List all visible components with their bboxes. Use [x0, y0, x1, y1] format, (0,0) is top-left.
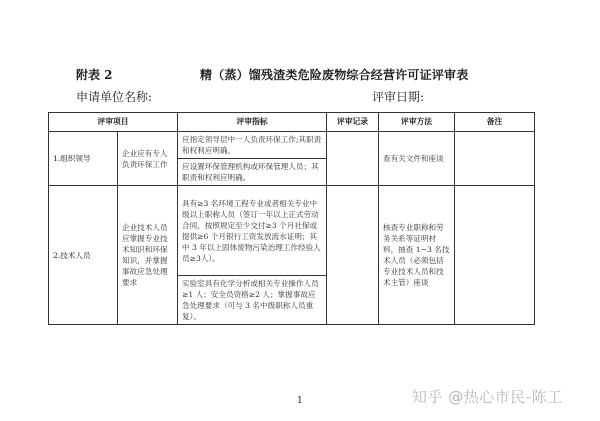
- table-header-row: [49, 113, 535, 132]
- column-header-item: 评审项目: [49, 113, 178, 132]
- method-cell: 查有关文件和座谈: [379, 132, 455, 186]
- document-title: 精（蒸）馏残渣类危险废物综合经营许可证评审表: [200, 68, 469, 82]
- standard-cell: 实验室具有化学分析或相关专业操作人员≥1 人；安全员资格≥2 人；掌握事故应急处理要求（可与 3 名中级职称人员重复）。: [178, 276, 327, 325]
- standard-cell: 应设置环保管理机构或环保管理人员；其职责和权利应明确。: [178, 159, 327, 186]
- review-content-cell: 企业技术人员应掌握专业技术知识和环保知识，并掌握事故应急处理要求: [118, 186, 178, 325]
- column-header-standard: 评审指标: [178, 113, 327, 132]
- record-cell: [327, 186, 379, 325]
- table-row: [49, 132, 535, 159]
- watermark: 知乎 @热心市民-陈工: [412, 388, 563, 406]
- attachment-label: 附表 2: [76, 68, 113, 82]
- review-date-label: 评审日期:: [372, 90, 425, 104]
- table-row: [49, 186, 535, 276]
- standard-cell: 应指定领导层中一人负责环保工作;其职责和权利应明确。: [178, 132, 327, 159]
- applicant-label: 申请单位名称:: [76, 90, 153, 104]
- column-header-method: 评审方法: [379, 113, 455, 132]
- method-cell: 核查专业职称和劳务关系等证明材料，抽查 1~3 名技术人员（必须包括专业技术人员和技术主管）座谈: [379, 186, 455, 325]
- review-table: [48, 112, 535, 325]
- review-item-cell: 1.组织领导: [49, 132, 118, 186]
- review-content-cell: 企业应有专人负责环保工作: [118, 132, 178, 186]
- column-header-record: 评审记录: [327, 113, 379, 132]
- column-header-remarks: 备注: [455, 113, 535, 132]
- page-number: 1: [297, 396, 303, 406]
- remarks-cell: [455, 186, 535, 325]
- remarks-cell: [455, 132, 535, 186]
- review-item-cell: 2.技术人员: [49, 186, 118, 325]
- standard-cell: 具有≥3 名环境工程专业或者相关专业中级以上职称人员（签订一年以上正式劳动合同，按照规定至少交付≥3 个月社保或提供≥6 个月银行工资发放流水证明；其中 3 年以上固体废物污染治理工作经验人员≥3人）。: [178, 186, 327, 276]
- record-cell: [327, 132, 379, 186]
